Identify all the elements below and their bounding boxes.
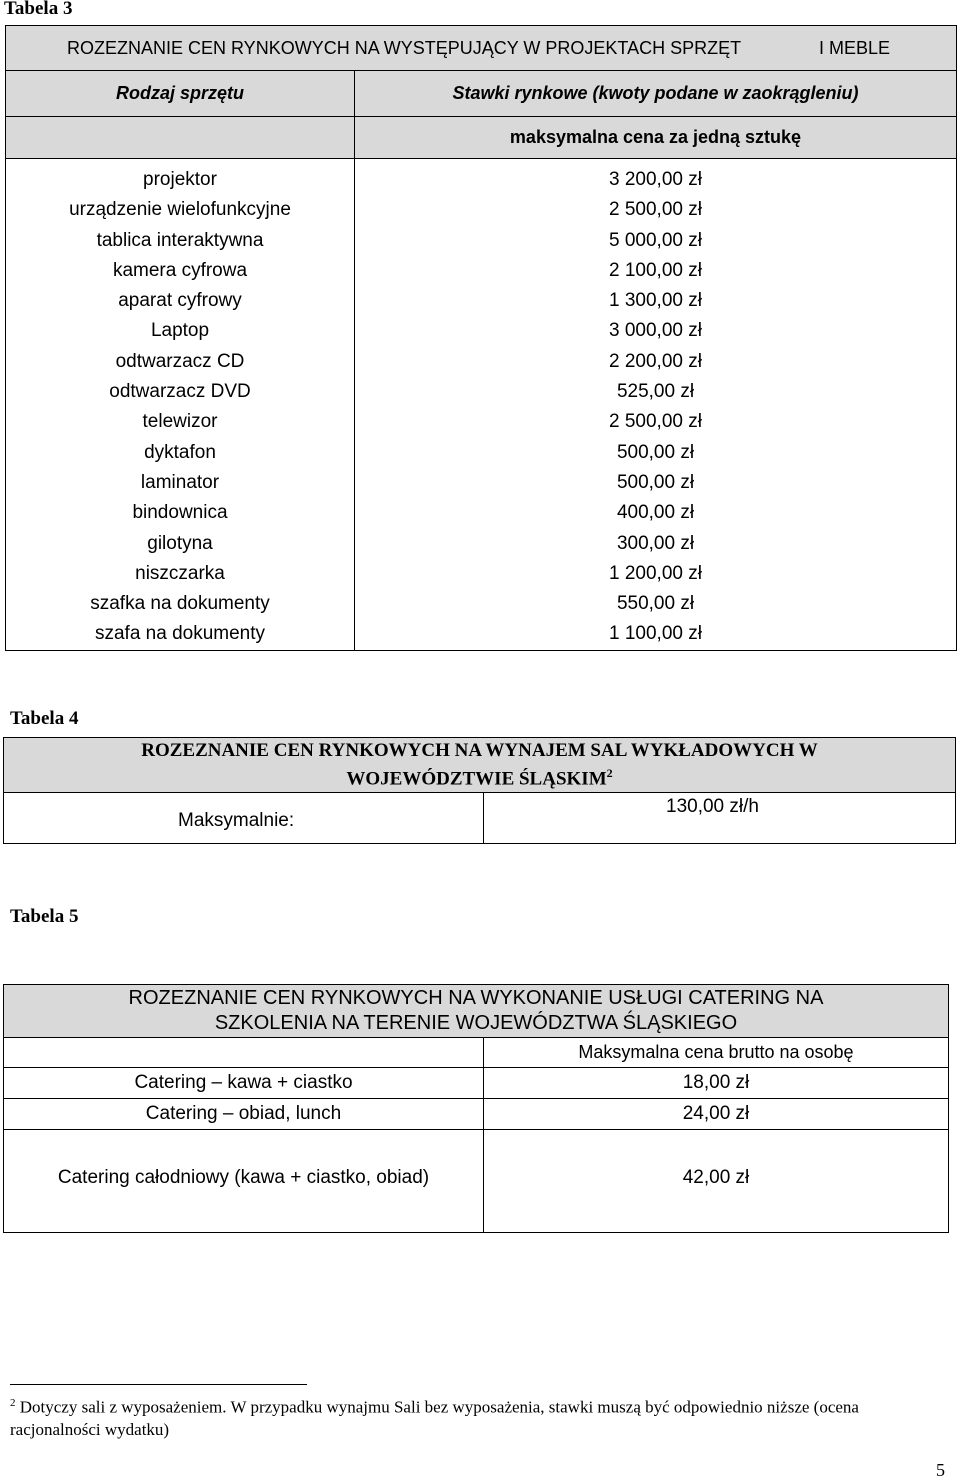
- table5-price-header: Maksymalna cena brutto na osobę: [484, 1038, 949, 1068]
- price-value: 1 100,00 zł: [609, 623, 702, 645]
- table5-item: Catering – kawa + ciastko: [4, 1068, 484, 1099]
- list-item: niszczarka: [135, 562, 225, 584]
- table3-subheader-blank: [6, 117, 355, 159]
- footnote-ref: 2: [606, 766, 613, 781]
- list-item: bindownica: [132, 502, 228, 524]
- price-value: 525,00 zł: [616, 381, 695, 403]
- list-item: Laptop: [150, 320, 210, 342]
- page-number: 5: [936, 1460, 945, 1480]
- table4-label: Maksymalnie:: [178, 810, 295, 831]
- list-item: odtwarzacz CD: [115, 350, 245, 372]
- table3-prices-cell: [355, 159, 957, 651]
- list-item: gilotyna: [147, 532, 213, 554]
- table5-caption: Tabela 5: [10, 906, 79, 927]
- list-item: projektor: [143, 169, 217, 190]
- list-item: kamera cyfrowa: [112, 259, 248, 281]
- table3-subheader: maksymalna cena za jedną sztukę: [355, 117, 957, 159]
- table5: [3, 984, 949, 1233]
- table5-item: Catering całodniowy (kawa + ciastko, obiad): [4, 1130, 484, 1233]
- table5-price: 18,00 zł: [484, 1068, 949, 1099]
- list-item: szafa na dokumenty: [94, 623, 266, 645]
- price-value: 2 500,00 zł: [609, 199, 702, 221]
- footnote-number: 2: [10, 1397, 16, 1409]
- list-item: odtwarzacz DVD: [109, 381, 251, 403]
- table4-caption: Tabela 4: [10, 708, 79, 729]
- table5-title-line1: ROZEZNANIE CEN RYNKOWYCH NA WYKONANIE USŁUGI CATERING NA: [128, 987, 824, 1009]
- table3-title: [6, 26, 957, 71]
- price-value: 1 300,00 zł: [609, 290, 702, 312]
- list-item: telewizor: [142, 411, 218, 433]
- price-value: 2 500,00 zł: [609, 411, 702, 433]
- price-value: 3 000,00 zł: [609, 320, 702, 342]
- table4-title-line2: WOJEWÓDZTWIE ŚLĄSKIM: [346, 768, 607, 790]
- footnote-text: Dotyczy sali z wyposażeniem. W przypadku wynajmu Sali bez wyposażenia, stawki muszą być odpowiednio niższe (ocena racjonalności wydatku): [10, 1397, 859, 1439]
- list-item: aparat cyfrowy: [118, 290, 242, 312]
- table4-title-line1: ROZEZNANIE CEN RYNKOWYCH NA WYNAJEM SAL WYKŁADOWYCH W: [141, 740, 818, 762]
- table5-header-blank: [4, 1038, 484, 1068]
- price-value: 5 000,00 zł: [609, 229, 702, 251]
- table3: [5, 25, 957, 651]
- price-value: 400,00 zł: [616, 502, 695, 524]
- table4-value-cell: [484, 793, 956, 844]
- price-value: 550,00 zł: [616, 593, 695, 615]
- price-value: 300,00 zł: [616, 532, 695, 554]
- list-item: tablica interaktywna: [96, 229, 264, 251]
- footnote-separator: [10, 1384, 307, 1385]
- table5-price: 42,00 zł: [484, 1130, 949, 1233]
- list-item: dyktafon: [144, 441, 216, 463]
- table4-label-cell: [4, 793, 484, 844]
- price-value: 2 100,00 zł: [609, 259, 702, 281]
- price-value: 3 200,00 zł: [609, 169, 702, 190]
- footnote: [10, 1392, 940, 1441]
- table3-title-main: ROZEZNANIE CEN RYNKOWYCH NA WYSTĘPUJĄCY W PROJEKTACH SPRZĘT: [67, 38, 742, 58]
- list-item: urządzenie wielofunkcyjne: [69, 199, 291, 221]
- table3-items-cell: [6, 159, 355, 651]
- table3-col2-header: Stawki rynkowe (kwoty podane w zaokrągleniu): [355, 71, 957, 117]
- price-value: 1 200,00 zł: [609, 562, 702, 584]
- list-item: laminator: [140, 471, 220, 493]
- price-value: 2 200,00 zł: [609, 350, 702, 372]
- table5-price: 24,00 zł: [484, 1099, 949, 1130]
- table5-item: Catering – obiad, lunch: [4, 1099, 484, 1130]
- table4-title: [4, 738, 956, 793]
- table3-caption: Tabela 3: [4, 0, 73, 19]
- table4-value: 130,00 zł/h: [666, 796, 759, 817]
- table5-title-line2: SZKOLENIA NA TERENIE WOJEWÓDZTWA ŚLĄSKIEGO: [214, 1012, 738, 1034]
- table3-title-tail: I MEBLE: [819, 38, 891, 58]
- price-value: 500,00 zł: [616, 441, 695, 463]
- price-value: 500,00 zł: [616, 471, 695, 493]
- table3-col1-header: Rodzaj sprzętu: [6, 71, 355, 117]
- table4: [3, 737, 956, 844]
- list-item: szafka na dokumenty: [90, 593, 270, 615]
- table5-title: [4, 985, 949, 1038]
